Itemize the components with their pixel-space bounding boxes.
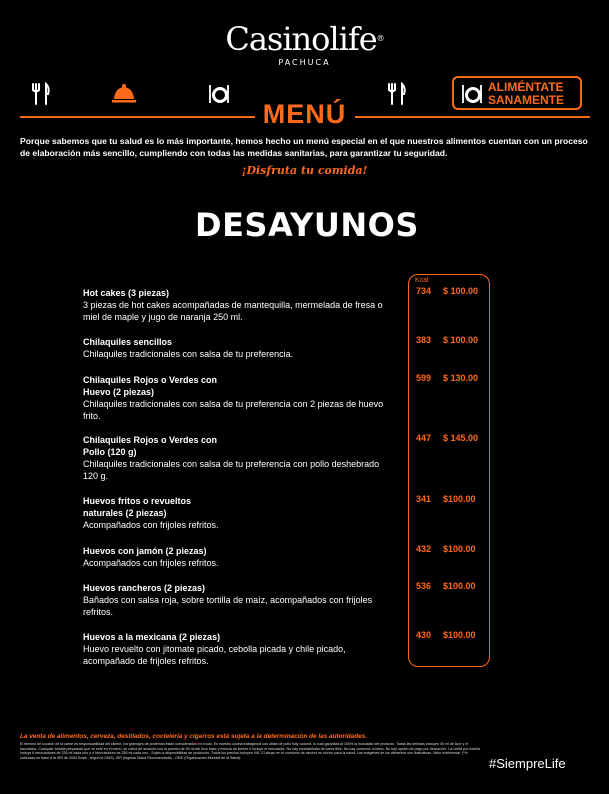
item-name: Chilaquiles Rojos o Verdes con Pollo (120 g) — [83, 435, 218, 457]
item-price: $100.00 — [443, 581, 476, 591]
item-description: Huevo revuelto con jitomate picado, cebolla picada y chile picado, acompañado de frijoles refritos. — [83, 644, 346, 666]
item-price: $100.00 — [443, 494, 476, 504]
item-kcal: 447 — [416, 433, 432, 443]
item-name: Huevos a la mexicana (2 piezas) — [83, 632, 221, 642]
trademark: ® — [376, 34, 384, 43]
item-description: Chilaquiles tradicionales con salsa de tu preferencia. — [83, 349, 294, 359]
menu-title: MENÚ — [262, 99, 347, 129]
item-name: Chilaquiles Rojos o Verdes con Huevo (2 piezas) — [83, 375, 218, 397]
item-price: $ 100.00 — [443, 335, 479, 345]
item-name: Huevos con jamón (2 piezas) — [83, 546, 207, 556]
item-kcal: 536 — [416, 581, 432, 591]
menu-item — [83, 545, 393, 569]
menu-item — [83, 374, 393, 422]
hashtag: #SiempreLife — [489, 756, 566, 771]
price-column-box — [408, 274, 490, 667]
intro-text: Porque sabemos que tu salud es lo más importante, hemos hecho un menú especial en el que nuestros alimentos cuentan con un proceso de elaboración más sencillo, cumpliendo con todas las medidas sanitarias, para garantizar tu seguridad. — [20, 136, 588, 158]
menu-item — [83, 495, 393, 531]
item-kcal: 599 — [416, 373, 432, 383]
item-name: Hot cakes (3 piezas) — [83, 288, 170, 298]
badge-line1: ALIMÉNTATE — [488, 80, 564, 94]
brand-city: PACHUCA — [278, 58, 331, 67]
menu-item — [83, 287, 393, 323]
item-description: 3 piezas de hot cakes acompañadas de mantequilla, mermelada de fresa o miel de maple y jugo de naranja 250 ml. — [83, 300, 383, 322]
badge-line2: SANAMENTE — [488, 93, 565, 107]
item-name: Huevos rancheros (2 piezas) — [83, 583, 206, 593]
item-kcal: 734 — [416, 286, 432, 296]
brand-name: Casinolife — [225, 20, 377, 58]
menu-item — [83, 336, 393, 360]
item-price: $100.00 — [443, 544, 476, 554]
item-kcal: 432 — [416, 544, 432, 554]
item-price: $100.00 — [443, 630, 476, 640]
legal-fine-print: El término de cocción de la carne es responsabilidad del cliente, los gramajes de proteínas están considerados en crudo. En nuestro cocina trabajamos con alitas de pollo fully cooked, lo cual garantiza al 100% la inocuidad del producto. Todas las bebidas incluyen 45 ml de licor y el mezclador. Cualquier bebida preparada que no esté en el menú, se cobra de acuerdo con la porción de 45 ml del licor base y mezcla de licores e incluye el mezclador. No hay reciclabilidad de barra libre. No hay consumo mínimo. No hay opción de pago por descorche. La venta por botella incluye 6 mezcladores de 235 ml cada uno o 4 Mezcladores de 355 ml cada uno - Sujeto a disponibilidad de productos. Todos los precios incluyen IVA. El abuso en el consumo de alcohol es nocivo para la salud. Las imágenes de los alimentos son ilustrativas. Valor nutrimental: (*% calculado en base a la IDR de 2000 Kcals., según la OMS). IDR (Ingesta Diaria Recomendada) - OMS (Organización Mundial de la Salud). — [20, 742, 480, 760]
menu-item — [83, 434, 393, 482]
kcal-label: Kcal — [415, 277, 429, 284]
item-kcal: 383 — [416, 335, 432, 345]
section-title: DESAYUNOS — [195, 206, 419, 244]
item-description: Chilaquiles tradicionales con salsa de tu preferencia con 2 piezas de huevo frito. — [83, 399, 384, 421]
item-kcal: 430 — [416, 630, 432, 640]
menu-item — [83, 582, 393, 618]
menu-item — [83, 631, 393, 667]
item-description: Acompañados con frijoles refritos. — [83, 520, 219, 530]
item-description: Chilaquiles tradicionales con salsa de tu preferencia con pollo deshebrado 120 g. — [83, 459, 380, 481]
item-kcal: 341 — [416, 494, 432, 504]
item-price: $ 100.00 — [443, 286, 479, 296]
item-name: Huevos fritos o revueltos naturales (2 piezas) — [83, 496, 192, 518]
legal-notice: La venta de alimentos, cerveza, destilados, coctelería y cigarros está sujeta a la determinación de las autoridades. — [20, 733, 368, 740]
item-description: Acompañados con frijoles refritos. — [83, 558, 219, 568]
enjoy-text: ¡Disfruta tu comida! — [241, 164, 368, 177]
brand-logo — [0, 22, 609, 67]
item-price: $ 130.00 — [443, 373, 479, 383]
item-name: Chilaquiles sencillos — [83, 337, 173, 347]
item-description: Bañados con salsa roja, sobre tortilla de maíz, acompañados con frijoles refritos. — [83, 595, 373, 617]
item-price: $ 145.00 — [443, 433, 479, 443]
